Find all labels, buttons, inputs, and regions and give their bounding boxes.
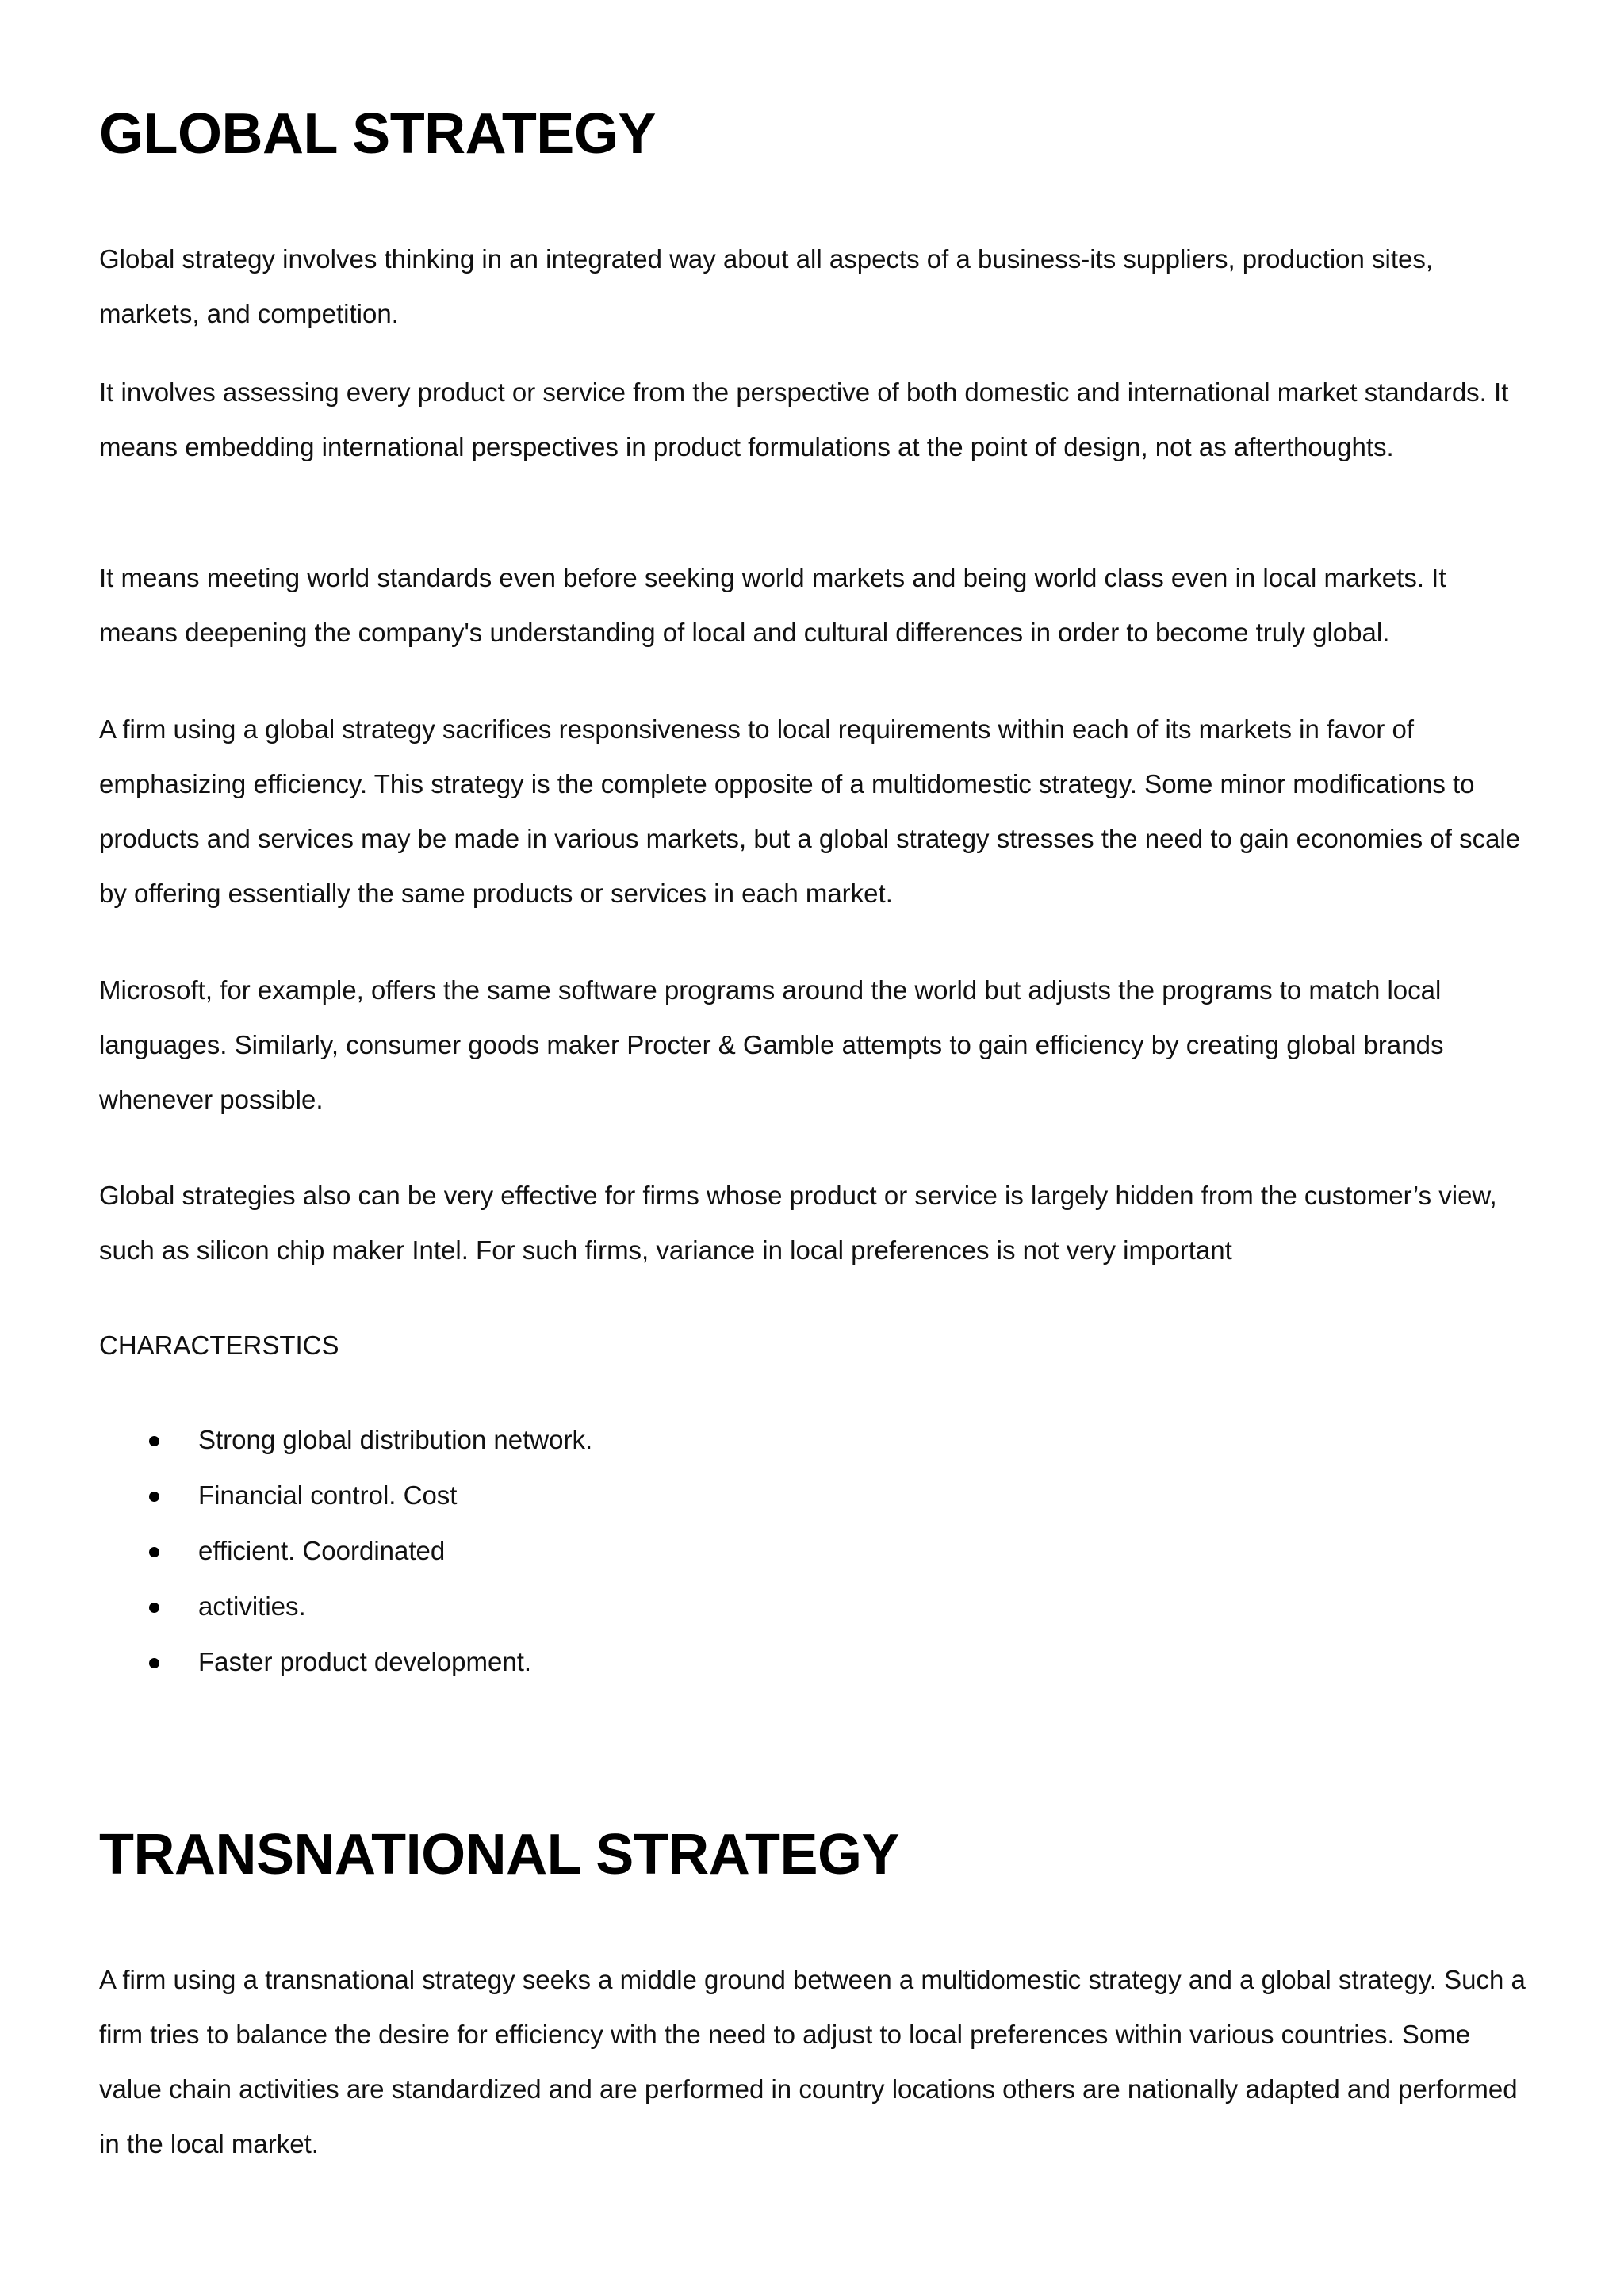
list-item-text: Faster product development.: [198, 1647, 532, 1676]
global-paragraph-6-block: [99, 1168, 1526, 1277]
global-paragraph-1-block: [99, 232, 1526, 341]
global-paragraph-6: Global strategies also can be very effective for firms whose product or service is largely hidden from the customer’s view, such as silicon chip maker Intel. For such firms, variance in local preferences is not very important: [99, 1181, 1497, 1265]
global-paragraph-5-block: [99, 963, 1526, 1127]
global-paragraph-5: Microsoft, for example, offers the same software programs around the world but adjusts the programs to match local languages. Similarly, consumer goods maker Procter & Gamble attempts to gain efficiency by creating global brands whenever possible.: [99, 975, 1444, 1114]
transnational-paragraph: A firm using a transnational strategy seeks a middle ground between a multidomestic strategy and a global strategy. Such a firm tries to balance the desire for efficiency with the need to adjust to local preferences within various countries. Some value chain activities are standardized and are performed in country locations others are nationally adapted and performed in the local market.: [99, 1965, 1526, 2158]
global-paragraph-3-block: [99, 550, 1526, 660]
characteristics-label: CHARACTERSTICS: [99, 1331, 339, 1360]
list-item-text: Strong global distribution network.: [198, 1425, 593, 1454]
bullet-icon: [149, 1658, 159, 1668]
bullet-icon: [149, 1492, 159, 1502]
global-strategy-heading: GLOBAL STRATEGY: [99, 102, 656, 166]
transnational-paragraph-block: [99, 1952, 1526, 2171]
list-item-text: activities.: [198, 1591, 306, 1621]
global-paragraph-4-block: [99, 702, 1526, 921]
list-item: [99, 1634, 1526, 1690]
transnational-strategy-heading: TRANSNATIONAL STRATEGY: [99, 1823, 899, 1886]
list-item: [99, 1523, 1526, 1579]
characteristics-label-block: [99, 1318, 1526, 1373]
global-paragraph-1: Global strategy involves thinking in an integrated way about all aspects of a business-its suppliers, production sites, markets, and competition.: [99, 244, 1434, 328]
list-item: [99, 1579, 1526, 1634]
list-item-text: efficient. Coordinated: [198, 1536, 446, 1565]
bullet-icon: [149, 1603, 159, 1613]
characteristics-list: [99, 1412, 1526, 1690]
global-paragraph-2: It involves assessing every product or service from the perspective of both domestic and international market standards. It means embedding international perspectives in product formulations at the point of design, not as afterthoughts.: [99, 377, 1509, 461]
global-paragraph-3: It means meeting world standards even before seeking world markets and being world class even in local markets. It means deepening the company's understanding of local and cultural differences in order to become truly global.: [99, 563, 1446, 647]
list-item: [99, 1412, 1526, 1468]
list-item-text: Financial control. Cost: [198, 1480, 458, 1510]
global-paragraph-4: A firm using a global strategy sacrifices responsiveness to local requirements within each of its markets in favor of emphasizing efficiency. This strategy is the complete opposite of a multidomestic strategy. Some minor modifications to products and services may be made in various markets, but a global strategy stresses the need to gain economies of scale by offering essentially the same products or services in each market.: [99, 714, 1521, 908]
global-paragraph-2-block: [99, 365, 1526, 474]
list-item: [99, 1468, 1526, 1523]
bullet-icon: [149, 1547, 159, 1557]
characteristics-list-block: [99, 1412, 1526, 1690]
bullet-icon: [149, 1436, 159, 1446]
